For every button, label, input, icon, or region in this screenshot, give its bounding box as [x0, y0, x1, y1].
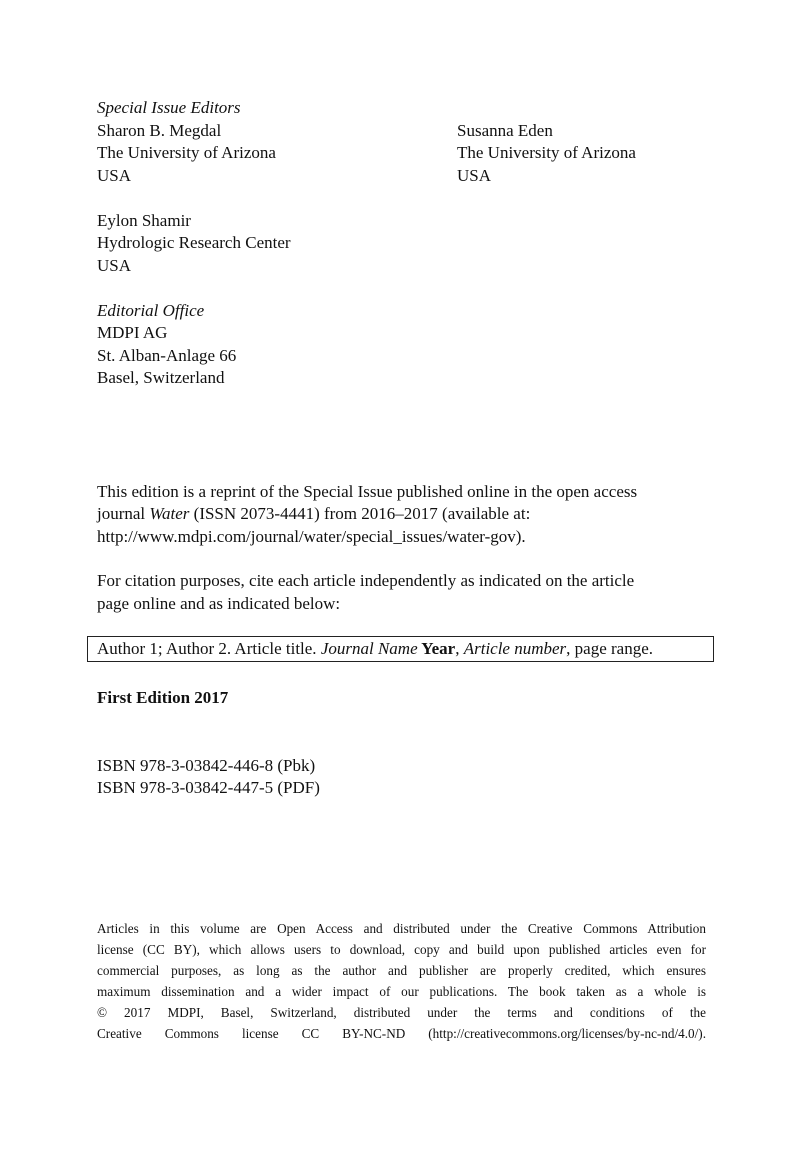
isbn-line: ISBN 978-3-03842-447-5 (PDF) [97, 778, 320, 797]
editor-country: USA [97, 256, 132, 275]
journal-name: Water [149, 504, 190, 523]
license-line: Articles in this volume are Open Access and distributed under the Creative Commons Attribution [97, 921, 706, 936]
license-line: © 2017 MDPI, Basel, Switzerland, distributed under the terms and conditions of the [97, 1005, 706, 1020]
editor-country: USA [97, 166, 132, 185]
text: (ISSN 2073-4441) from 2016–2017 (available at: [189, 504, 531, 523]
text: journal [97, 504, 150, 523]
office-heading: Editorial Office [97, 301, 205, 320]
editor-country: USA [457, 166, 492, 185]
citation-line: page online and as indicated below: [97, 594, 341, 613]
text: , page range. [566, 639, 654, 658]
text: Article number [463, 639, 567, 658]
citation-template [97, 638, 653, 660]
text: Journal Name [320, 639, 418, 658]
editor-affiliation: The University of Arizona [457, 143, 636, 162]
reprint-url: http://www.mdpi.com/journal/water/special_issues/water-gov). [97, 527, 526, 546]
editor-affiliation: Hydrologic Research Center [97, 233, 291, 252]
edition: First Edition 2017 [97, 688, 229, 707]
citation-line: For citation purposes, cite each article independently as indicated on the article [97, 571, 635, 590]
license-line: Creative Commons license CC BY-NC-ND (http://creativecommons.org/licenses/by-nc-nd/4.0/). [97, 1026, 706, 1041]
editors-heading: Special Issue Editors [97, 98, 241, 117]
isbn-line: ISBN 978-3-03842-446-8 (Pbk) [97, 756, 316, 775]
office-line: St. Alban-Anlage 66 [97, 346, 237, 365]
editor-name: Eylon Shamir [97, 211, 191, 230]
citation-template-box [87, 636, 714, 662]
reprint-line: This edition is a reprint of the Special Issue published online in the open access [97, 482, 638, 501]
editor-name: Susanna Eden [457, 121, 553, 140]
reprint-line [97, 503, 530, 525]
office-line: MDPI AG [97, 323, 168, 342]
editor-name: Sharon B. Megdal [97, 121, 222, 140]
license-line: license (CC BY), which allows users to download, copy and build upon published articles even for [97, 942, 706, 957]
text: , [455, 639, 464, 658]
text: Year [417, 639, 456, 658]
office-line: Basel, Switzerland [97, 368, 225, 387]
license-line: maximum dissemination and a wider impact of our publications. The book taken as a whole is [97, 984, 706, 999]
editor-affiliation: The University of Arizona [97, 143, 276, 162]
license-line: commercial purposes, as long as the author and publisher are properly credited, which ensures [97, 963, 706, 978]
text: Author 1; Author 2. Article title. [97, 639, 321, 658]
